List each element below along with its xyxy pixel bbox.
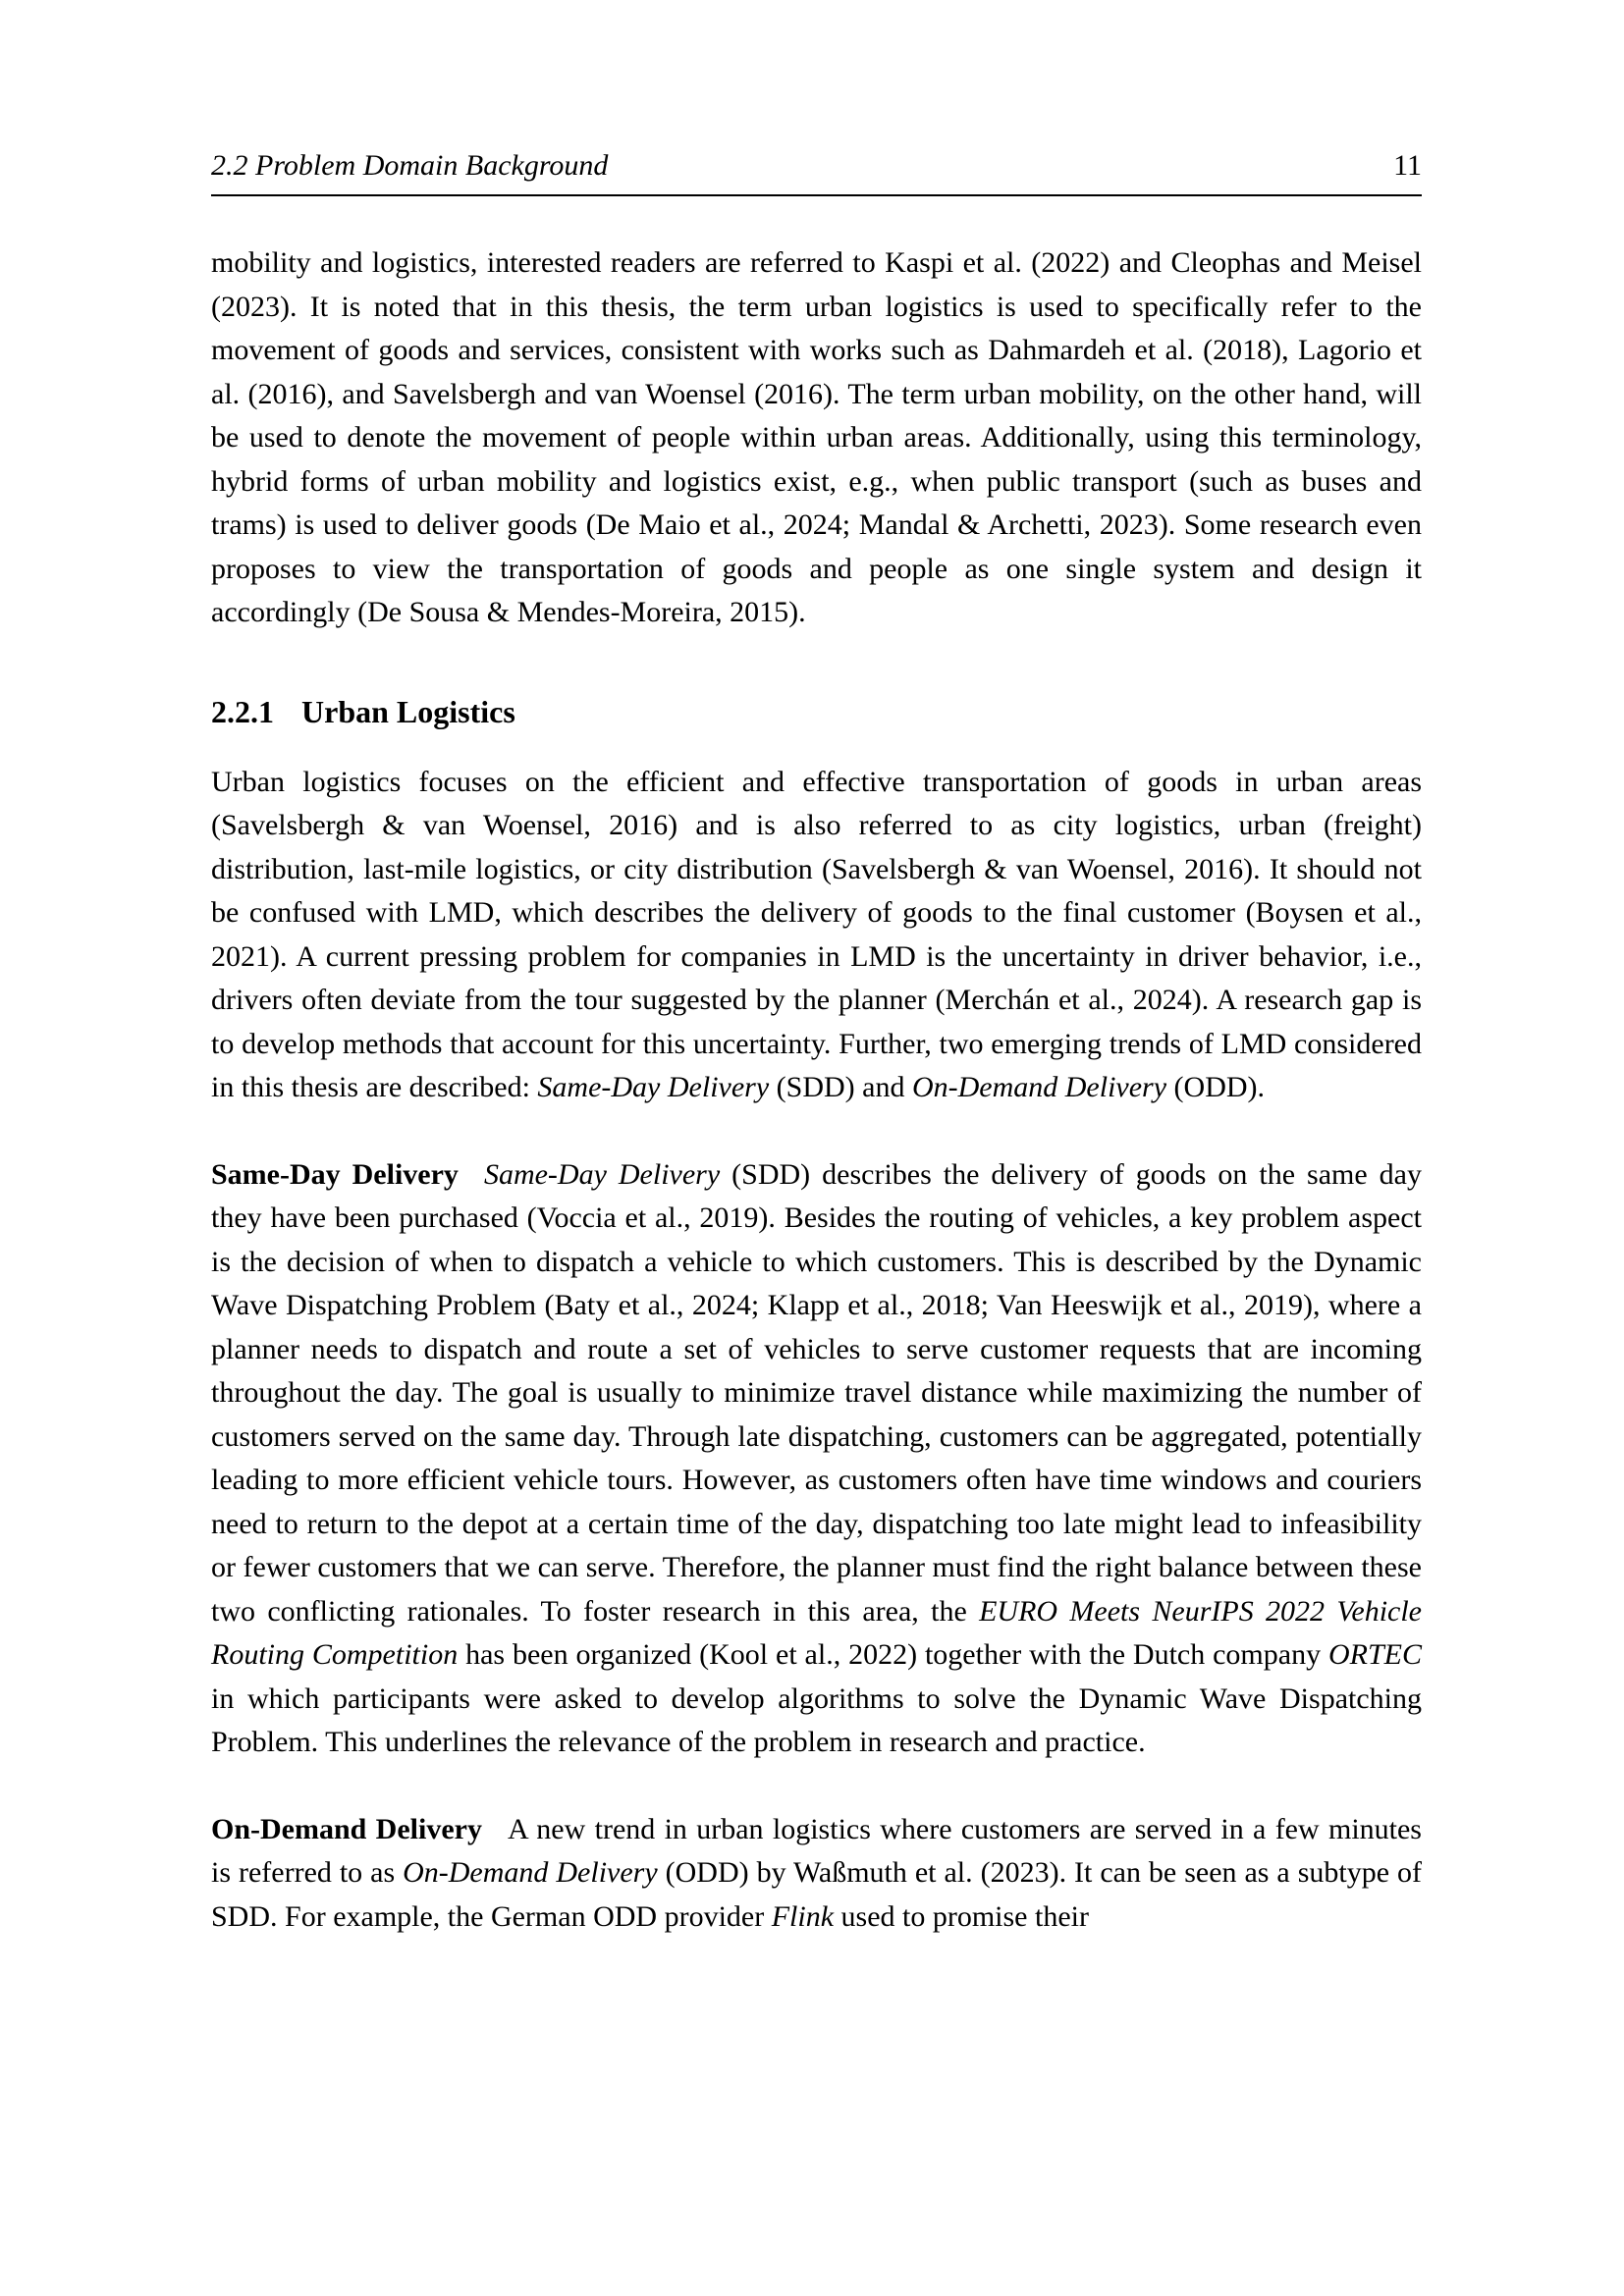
- text-run: (SDD) and: [769, 1071, 912, 1103]
- text-run: (SDD) describes the delivery of goods on the same day they have been purchased (Voccia et al., 2019). Besides the routing of vehicles, a key problem aspect is the decision of when to dispatch a vehicle to which customers. This is described by the Dynamic Wave Dispatching Problem (Baty et al., 2024; Klapp et al., 2018; Van Heeswijk et al., 2019), where a planner needs to dispatch and route a set of vehicles to serve customer requests that are incoming throughout the day. The goal is usually to minimize travel distance while maximizing the number of customers served on the same day. Through late dispatching, customers can be aggregated, potentially leading to more efficient vehicle tours. However, as customers often have time windows and couriers need to return to the depot at a certain time of the day, dispatching too late might lead to infeasibility or fewer customers that we can serve. Therefore, the planner must find the right balance between these two conflicting rationales. To foster research in this area, the: [211, 1157, 1422, 1628]
- text-run: (ODD) by Waßmuth et al. (2023). It can be seen as a subtype of SDD. For example, the German ODD provider: [211, 1856, 1422, 1933]
- subsection-title: Urban Logistics: [301, 693, 515, 729]
- runin-heading-same-day-delivery: Same-Day Delivery: [211, 1157, 459, 1191]
- text-run-italic: On-Demand Delivery: [403, 1856, 658, 1889]
- page-content: [211, 149, 1422, 1939]
- text-run: used to promise their: [834, 1899, 1089, 1933]
- subsection-number: 2.2.1: [211, 693, 274, 729]
- text-run-italic: Same-Day Delivery: [537, 1071, 770, 1103]
- text-run-italic: On-Demand Delivery: [911, 1071, 1167, 1103]
- text-run-italic: Flink: [771, 1899, 835, 1933]
- subsection-heading: [211, 692, 1422, 731]
- text-run: A new trend in urban logistics where customers are served in a few minutes is referred to as: [211, 1812, 1422, 1889]
- page-body: [211, 241, 1422, 1939]
- text-run: has been organized (Kool et al., 2022) together with the Dutch company: [458, 1638, 1328, 1671]
- paragraph-intro-text: mobility and logistics, interested readers are referred to Kaspi et al. (2022) and Cleophas and Meisel (2023). It is noted that in this thesis, the term urban logistics is used to specifically refer to the movement of goods and services, consistent with works such as Dahmardeh et al. (2018), Lagorio et al. (2016), and Savelsbergh and van Woensel (2016). The term urban mobility, on the other hand, will be used to denote the movement of people within urban areas. Additionally, using this terminology, hybrid forms of urban mobility and logistics exist, e.g., when public transport (such as buses and trams) is used to deliver goods (De Maio et al., 2024; Mandal & Archetti, 2023). Some research even proposes to view the transportation of goods and people as one single system and design it accordingly (De Sousa & Mendes-Moreira, 2015).: [211, 246, 1422, 628]
- paragraph-intro: [211, 241, 1422, 635]
- text-run-italic: EURO Meets NeurIPS 2022 Vehicle Routing Competition: [211, 1594, 1422, 1671]
- running-head-rule: [211, 194, 1422, 196]
- running-head-page-number: 11: [1393, 149, 1422, 182]
- text-run: in which participants were asked to develop algorithms to solve the Dynamic Wave Dispatching Problem. This underlines the relevance of the problem in research and practice.: [211, 1682, 1422, 1758]
- running-head-section: 2.2 Problem Domain Background: [211, 149, 609, 182]
- text-run: (ODD).: [1166, 1071, 1266, 1103]
- paragraph-on-demand-delivery: [211, 1808, 1422, 1940]
- text-run-italic: Same-Day Delivery: [483, 1157, 721, 1191]
- text-run: Urban logistics focuses on the efficient and effective transportation of goods in urban areas (Savelsbergh & van Woensel, 2016) and is also referred to as city logistics, urban (freight) distribution, last-mile logistics, or city distribution (Savelsbergh & van Woensel, 2016). It should not be confused with LMD, which describes the delivery of goods to the final customer (Boysen et al., 2021). A current pressing problem for companies in LMD is the uncertainty in driver behavior, i.e., drivers often deviate from the tour suggested by the planner (Merchán et al., 2024). A research gap is to develop methods that account for this uncertainty. Further, two emerging trends of LMD considered in this thesis are described:: [211, 765, 1422, 1103]
- paragraph-urban-logistics: [211, 761, 1422, 1110]
- running-head: [211, 149, 1422, 183]
- paragraph-same-day-delivery: [211, 1153, 1422, 1765]
- text-run-italic: ORTEC: [1327, 1638, 1422, 1671]
- runin-heading-on-demand-delivery: On-Demand Delivery: [211, 1812, 482, 1845]
